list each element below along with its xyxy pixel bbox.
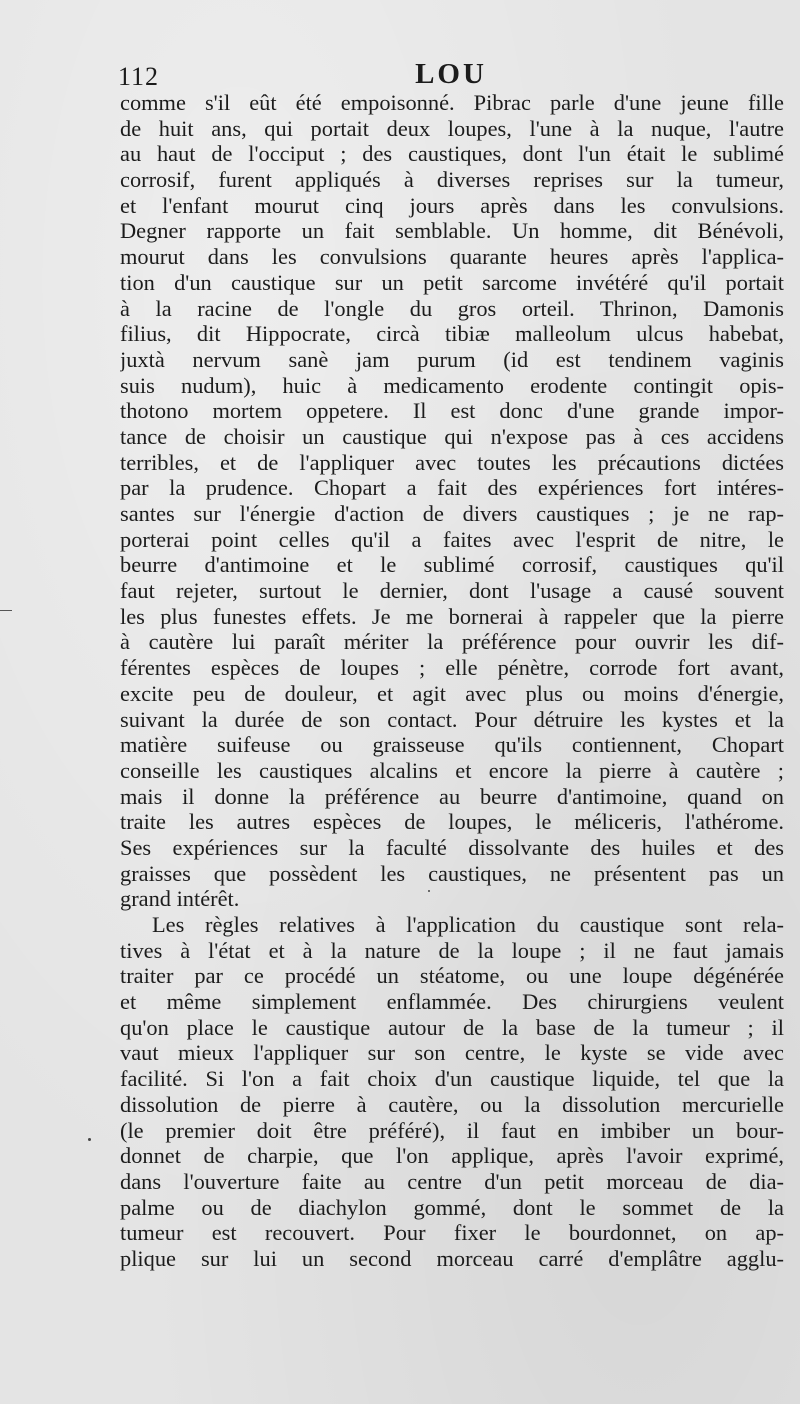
text-line: et même simplement enflammée. Des chirurgiens veulent (120, 989, 784, 1015)
page-number: 112 (118, 62, 160, 91)
ink-speck (88, 1138, 91, 1141)
text-line: porterai point celles qu'il a faites avec l'esprit de nitre, le (120, 526, 784, 552)
text-line: Les règles relatives à l'application du caustique sont rela- (152, 912, 784, 937)
text-line: tumeur est recouvert. Pour fixer le bourdonnet, on ap- (120, 1220, 784, 1246)
body-text (120, 90, 784, 1272)
text-line: Ses expériences sur la faculté dissolvante des huiles et des (120, 834, 784, 860)
text-line: mais il donne la préférence au beurre d'antimoine, quand on (120, 783, 784, 809)
text-line: excite peu de douleur, et agit avec plus ou moins d'énergie, (120, 680, 784, 706)
text-line: à la racine de l'ongle du gros orteil. Thrinon, Damonis (120, 295, 784, 321)
text-line: vaut mieux l'appliquer sur son centre, le kyste se vide avec (120, 1040, 784, 1066)
text-line: filius, dit Hippocrate, circà tibiæ malleolum ulcus habebat, (120, 321, 784, 347)
text-line: grand intérêt. (120, 886, 240, 912)
text-line: (le premier doit être préféré), il faut en imbiber un bour- (120, 1117, 784, 1143)
text-line: facilité. Si l'on a fait choix d'un caustique liquide, tel que la (120, 1066, 784, 1092)
text-line: les plus funestes effets. Je me bornerai à rappeler que la pierre (120, 603, 784, 629)
text-line: et l'enfant mourut cinq jours après dans les convulsions. (120, 192, 784, 218)
text-line: juxtà nervum sanè jam purum (id est tendinem vaginis (120, 346, 784, 372)
text-line: donnet de charpie, que l'on applique, après l'avoir exprimé, (120, 1143, 784, 1169)
paragraph-2 (120, 912, 784, 1272)
text-line: mourut dans les convulsions quarante heures après l'applica- (120, 244, 784, 270)
text-line: tance de choisir un caustique qui n'expose pas à ces accidens (120, 423, 784, 449)
text-line: faut rejeter, surtout le dernier, dont l'usage a causé souvent (120, 578, 784, 604)
running-head: LOU (415, 58, 487, 90)
text-line: graisses que possèdent les caustiques, ne présentent pas un (120, 860, 784, 886)
text-line: palme ou de diachylon gommé, dont le sommet de la (120, 1194, 784, 1220)
text-line: beurre d'antimoine et le sublimé corrosif, caustiques qu'il (120, 552, 784, 578)
text-line: à cautère lui paraît mériter la préférence pour ouvrir les dif- (120, 629, 784, 655)
text-line: terribles, et de l'appliquer avec toutes les précautions dictées (120, 449, 784, 475)
text-line: dissolution de pierre à cautère, ou la dissolution mercurielle (120, 1091, 784, 1117)
text-line: par la prudence. Chopart a fait des expériences fort intéres- (120, 475, 784, 501)
text-line: de huit ans, qui portait deux loupes, l'une à la nuque, l'autre (120, 115, 784, 141)
text-line: suis nudum), huic à medicamento erodente contingit opis- (120, 372, 784, 398)
paragraph-1 (120, 90, 784, 912)
text-line: thotono mortem oppetere. Il est donc d'une grande impor- (120, 398, 784, 424)
text-line: férentes espèces de loupes ; elle pénètre, corrode fort avant, (120, 655, 784, 681)
text-line: plique sur lui un second morceau carré d'emplâtre agglu- (120, 1245, 784, 1271)
text-line: traiter par ce procédé un stéatome, ou une loupe dégénérée (120, 963, 784, 989)
text-line: au haut de l'occiput ; des caustiques, dont l'un était le sublimé (120, 141, 784, 167)
text-line: qu'on place le caustique autour de la base de la tumeur ; il (120, 1014, 784, 1040)
text-line: comme s'il eût été empoisonné. Pibrac parle d'une jeune fille (120, 90, 784, 115)
margin-mark (0, 610, 12, 611)
page-header (118, 58, 784, 92)
text-line: Degner rapporte un fait semblable. Un homme, dit Bénévoli, (120, 218, 784, 244)
text-line: dans l'ouverture faite au centre d'un petit morceau de dia- (120, 1168, 784, 1194)
text-line: suivant la durée de son contact. Pour détruire les kystes et la (120, 706, 784, 732)
text-line: traite les autres espèces de loupes, le méliceris, l'athérome. (120, 809, 784, 835)
text-line: conseille les caustiques alcalins et encore la pierre à cautère ; (120, 757, 784, 783)
text-line: corrosif, furent appliqués à diverses reprises sur la tumeur, (120, 167, 784, 193)
text-line: matière suifeuse ou graisseuse qu'ils contiennent, Chopart (120, 732, 784, 758)
text-line: tion d'un caustique sur un petit sarcome invétéré qu'il portait (120, 269, 784, 295)
text-line: santes sur l'énergie d'action de divers caustiques ; je ne rap- (120, 501, 784, 526)
text-line: tives à l'état et à la nature de la loupe ; il ne faut jamais (120, 937, 784, 963)
